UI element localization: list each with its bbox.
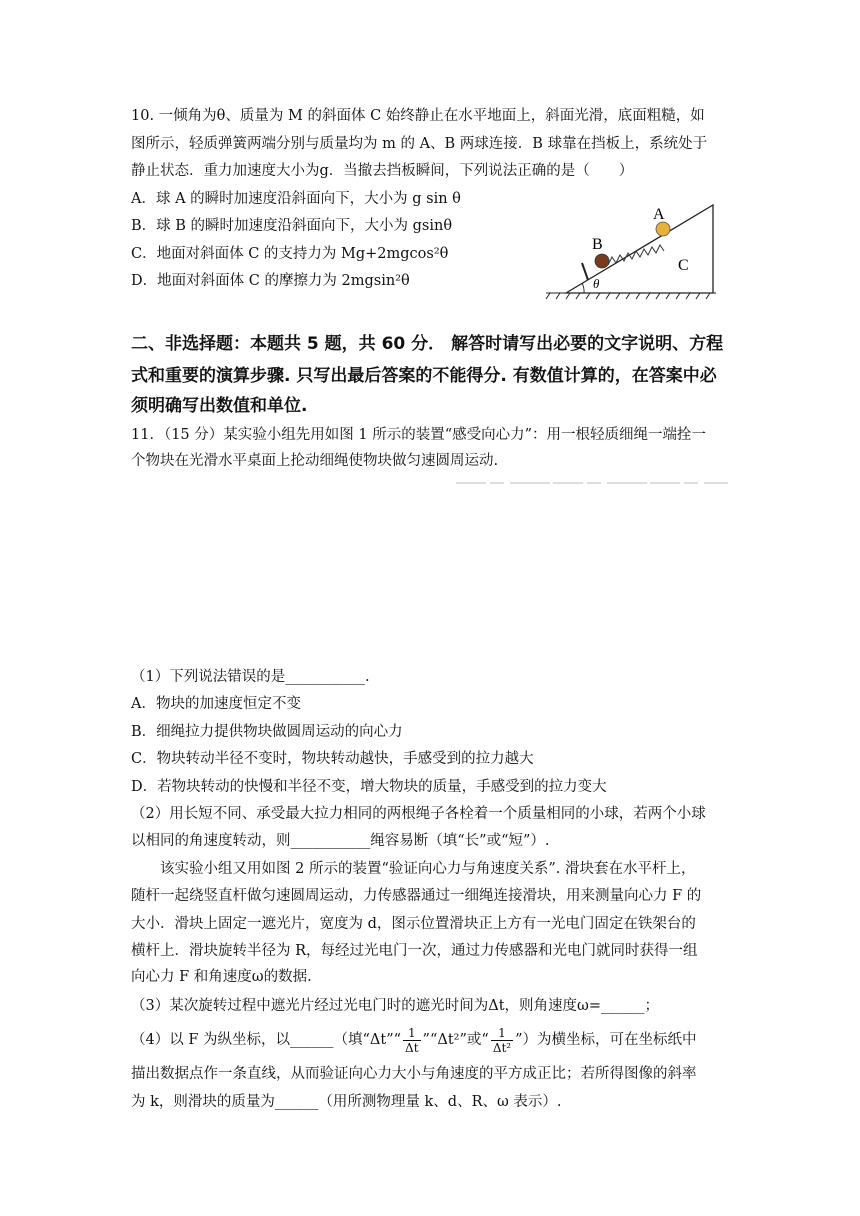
q11-part2-line-2: 以相同的角速度转动，则___________绳容易断（填“长”或“短”）. [131,833,550,849]
fraction-numerator: 1 [491,1026,513,1041]
section2-heading-line-1: 二、非选择题：本题共 5 题，共 60 分． 解答时请写出必要的文字说明、方程 [131,334,724,354]
q10-line-1: 10. 一倾角为θ、质量为 M 的斜面体 C 始终静止在水平地面上，斜面光滑，底面粗糙，如 [131,108,705,124]
q11-intro-line-2: 个物块在光滑水平桌面上抡动细绳使物块做匀速圆周运动. [131,453,499,469]
q10-option-a: A．球 A 的瞬时加速度沿斜面向下，大小为 g sin θ [131,191,461,207]
label-ball-a: A [653,206,665,223]
ball-a [656,222,670,236]
q11-intro-line-1: 11．（15 分）某实验小组先用如图 1 所示的装置“感受向心力”：用一根轻质细绳一端拴一 [131,427,707,443]
q11-experiment-line-4: 横杆上．滑块旋转半径为 R，每经过光电门一次，通过力传感器和光电门就同时获得一组 [131,943,698,959]
fraction-one-over-dt [403,1026,421,1055]
q10-option-c: C．地面对斜面体 C 的支持力为 Mg+2mgcos²θ [131,246,449,262]
q10-line-3: 静止状态．重力加速度大小为g．当撤去挡板瞬间，下列说法正确的是（ ） [131,163,634,179]
q11-part1: （1）下列说法错误的是___________. [131,669,370,685]
q11-part1-option-a: A．物块的加速度恒定不变 [131,696,301,712]
section2-heading-line-3: 须明确写出数值和单位. [131,396,308,416]
ground-hatching [546,293,716,299]
section2-heading-line-2: 式和重要的演算步骤. 只写出最后答案的不能得分. 有数值计算的，在答案中必 [131,366,717,386]
q10-option-b: B．球 B 的瞬时加速度沿斜面向下，大小为 gsinθ [131,218,453,234]
q11-part2-line-1: （2）用长短不同、承受最大拉力相同的两根绳子各栓着一个质量相同的小球，若两个小球 [131,806,706,822]
incline-figure [538,200,728,304]
q11-part4-line-1 [131,1025,697,1055]
q11-experiment-line-1: 该实验小组又用如图 2 所示的装置“验证向心力与角速度关系”. 滑块套在水平杆上， [160,861,696,877]
q11-part4-suffix: ”）为横坐标，可在坐标纸中 [515,1032,697,1048]
q11-part1-option-d: D．若物块转动的快慢和半径不变，增大物块的质量，手感受到的拉力变大 [131,779,607,795]
q11-experiment-line-2: 随杆一起绕竖直杆做匀速圆周运动，力传感器通过一细绳连接滑块，用来测量向心力 F 的 [131,888,702,904]
label-ball-b: B [592,236,603,253]
figure-placeholder-strip [456,480,728,486]
q11-part4-line-2: 描出数据点作一条直线，从而验证向心力大小与角速度的平方成正比；若所得图像的斜率 [131,1066,697,1082]
q11-experiment-line-5: 向心力 F 和角速度ω的数据. [131,969,312,985]
q11-part3: （3）某次旋转过程中遮光片经过光电门时的遮光时间为Δt，则角速度ω=______； [131,998,659,1014]
q11-experiment-line-3: 大小．滑块上固定一遮光片，宽度为 d，图示位置滑块正上方有一光电门固定在铁架台的 [131,916,696,932]
q11-part4-line-3: 为 k，则滑块的质量为______（用所测物理量 k、d、R、ω 表示）. [131,1094,562,1110]
ball-b [595,254,609,268]
fraction-numerator: 1 [403,1026,421,1041]
q11-part1-option-c: C．物块转动半径不变时，物块转动越快，手感受到的拉力越大 [131,751,534,767]
label-theta: θ [593,276,600,291]
label-body-c: C [678,257,689,274]
stop-plate [582,263,588,280]
q10-line-2: 图所示，轻质弹簧两端分别与质量均为 m 的 A、B 两球连接．B 球靠在挡板上，系统处于 [131,136,708,152]
fraction-one-over-dt-squared [491,1026,513,1055]
q11-part1-option-b: B．细绳拉力提供物块做圆周运动的向心力 [131,724,403,740]
fraction-denominator: Δt [405,1040,419,1055]
fraction-denominator: Δt² [492,1040,512,1055]
q11-part4-prefix: （4）以 F 为纵坐标，以______（填“Δt”“ [131,1032,402,1048]
q11-part4-middle: ”“Δt²”或“ [422,1032,489,1048]
q10-option-d: D．地面对斜面体 C 的摩擦力为 2mgsin²θ [131,273,410,289]
